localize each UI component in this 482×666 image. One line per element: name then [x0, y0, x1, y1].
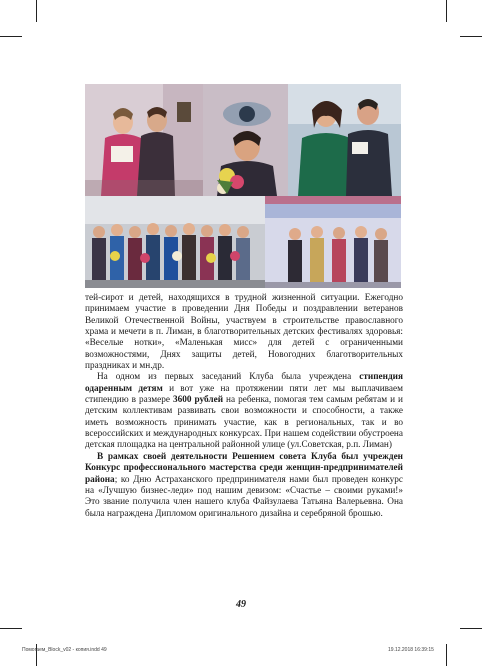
paragraph-1: тей-сирот и детей, находящихся в трудной жизненной ситуации. Ежегодно принимаем участие в проведении Дня Победы и поздравлении ветеранов Великой Отечественной Войны, участвуем в строительстве православного храма и мечети в п. Лиман, в благотворительных детских фестивалях здоровья: «Веселые нотки», «Маленькая мисс» для детей с ограниченными возможностями, Днях защиты детей, Новогодних благотворительных праздниках и мн.др. — [85, 293, 403, 372]
paragraph-2-text-b: и вот уже на протяжении пяти лет мы выплачиваем стипендию в размере — [85, 383, 403, 406]
paragraph-2-bold-amount: 3600 рублей — [172, 395, 224, 406]
paragraph-2-bold-scholarship: стипендия одаренным детям — [85, 372, 403, 394]
article-body — [85, 293, 403, 520]
photo-group-large — [85, 196, 265, 288]
print-slug-timestamp: 19.12.2018 16:39:15 — [388, 647, 434, 653]
paragraph-3 — [85, 452, 403, 520]
paragraph-2-text-c: на ребенка, помогая тем самым ребятам и и детским коллективам развивать свои возможности и способности, а также иметь возможность принимать участие, как в региональных, так и во всероссийских и международных конкурсах. При нашем содействии обустроена детская площадка на центральной районной улице (ул.Советская, р.п. Лиман) — [85, 395, 403, 451]
photo-group-small — [265, 196, 401, 288]
paragraph-3-text: ; ко Дню Астраханского предпринимателя нами был проведен конкурс на «Лучшую бизнес-леди» под нашим девизом: «Счастье – своими руками!» Это звание получила член нашего клуба Файзулаева Татьяна Валерьевна. Она была награждена Дипломом оригинального дизайна и серебряной брошью. — [85, 474, 403, 519]
crop-mark — [460, 628, 482, 629]
crop-mark — [0, 628, 22, 629]
crop-mark — [0, 36, 22, 37]
page-number: 49 — [236, 599, 246, 610]
print-slug-filename: Помогаем_Block_v02 - копия.indd 49 — [22, 647, 107, 653]
crop-mark — [460, 36, 482, 37]
paragraph-2-text-a: На одном из первых заседаний Клуба была учреждена — [97, 372, 360, 383]
crop-mark — [36, 0, 37, 22]
photo-woman-with-flowers — [203, 84, 288, 196]
crop-mark — [446, 0, 447, 22]
crop-mark — [446, 644, 447, 666]
photo-collage — [85, 84, 401, 288]
photo-couple-with-award — [288, 84, 401, 196]
paragraph-2 — [85, 372, 403, 451]
paragraph-3-bold: В рамках своей деятельности Решением совета Клуба был учрежден Конкурс профессионального мастерства среди женщин-предпринимателей района — [85, 451, 403, 485]
photo-award-ceremony — [85, 84, 203, 196]
